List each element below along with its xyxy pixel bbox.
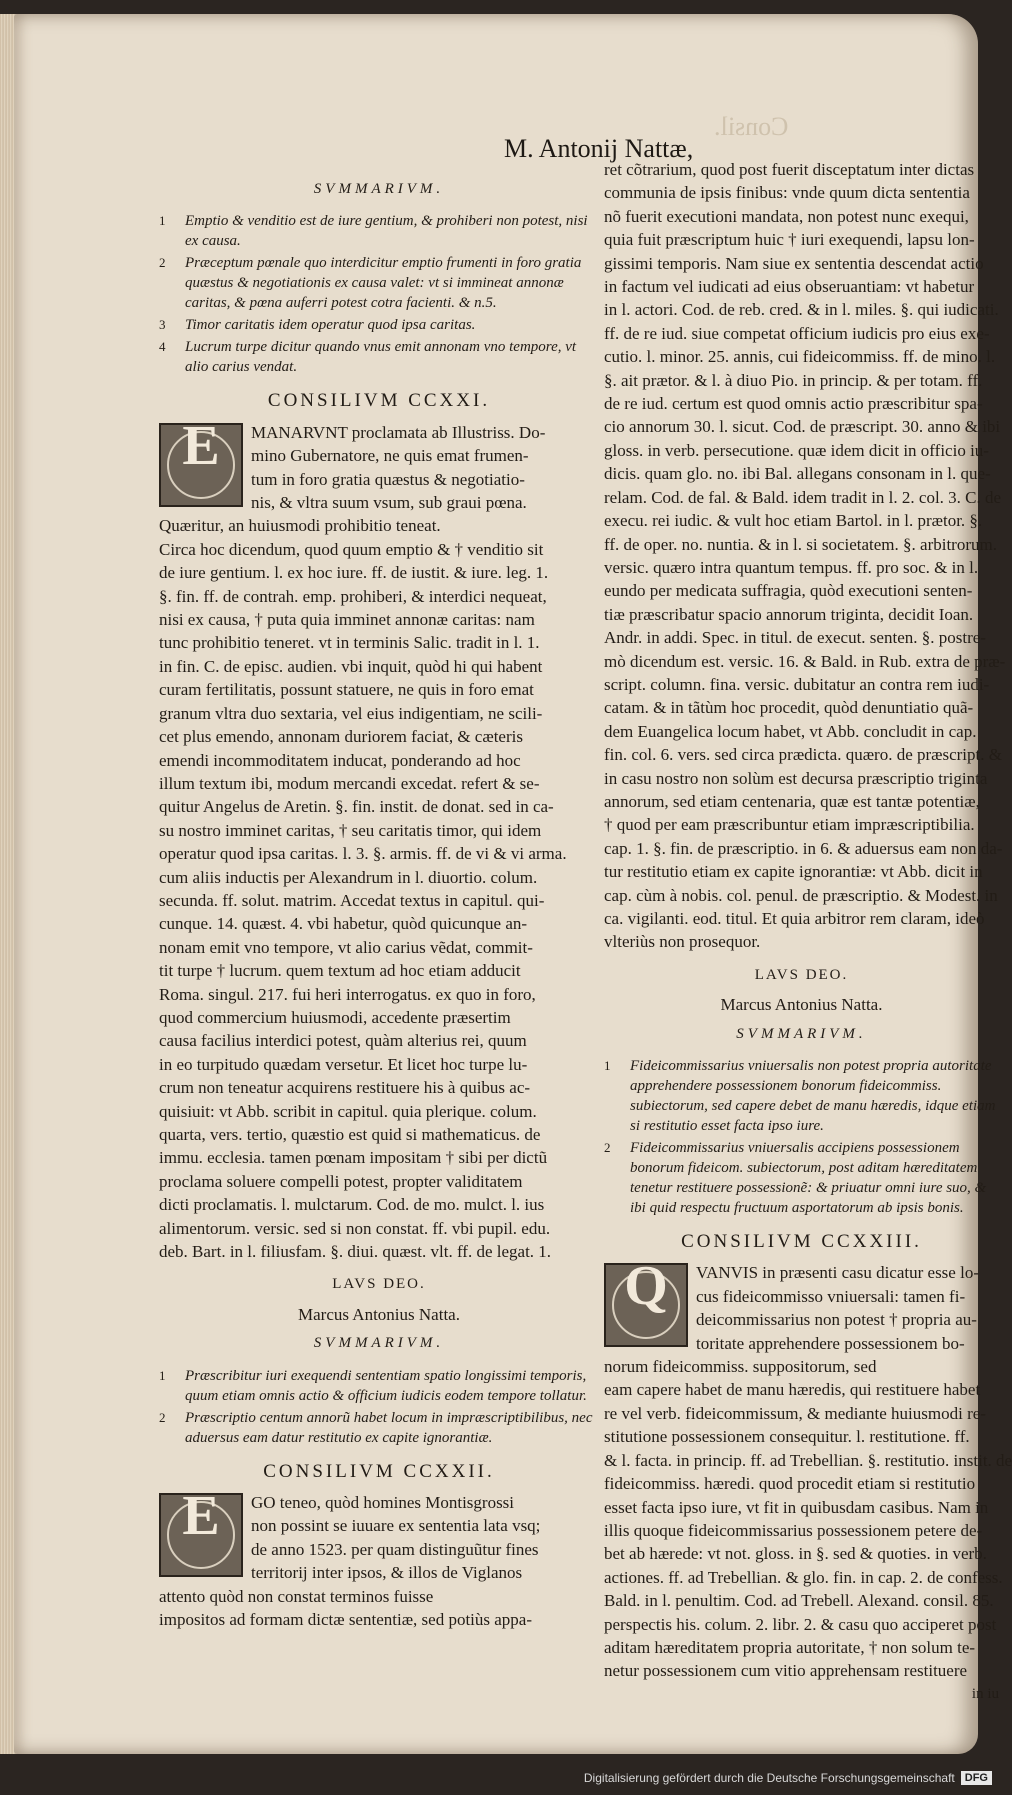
text-line: dem Euangelica locum habet, vt Abb. concludit in cap. [604, 721, 977, 741]
initial-letter: Q [624, 1255, 668, 1318]
text-line: quod commercium huiusmodi, accedente præsertim [159, 1007, 511, 1027]
text-line: impositos ad formam dictæ sententiæ, sed potiùs appa- [159, 1610, 533, 1630]
bleed-through-text: Consil. [714, 112, 789, 141]
text-line: nisi ex causa, † puta quia imminet annonæ caritas: nam [159, 610, 535, 630]
running-head: M. Antonij Nattæ, [504, 134, 694, 163]
text-line: mò dicendum est. versic. 16. & Bald. in Rub. extra de præ- [604, 651, 1006, 671]
decorated-initial [159, 414, 243, 507]
text-line: quitur Angelus de Aretin. §. fin. instit. de donat. sed in ca- [159, 797, 554, 817]
summary-text: Lucrum turpe dicitur quando vnus emit annonam vno tempore, vt alio carius vendat. [185, 339, 577, 376]
text-line: script. column. fina. versic. dubitatur an contra rem iudi- [604, 674, 990, 694]
text-line: communia de ipsis finibus: vnde quum dicta sententia [604, 183, 970, 203]
text-line: cunque. 14. quæst. 4. vbi habetur, quòd quicunque an- [159, 914, 528, 934]
text-line: cus fideicommisso vniuersali: tamen fi- [696, 1286, 966, 1306]
summary-list [159, 211, 599, 377]
text-line: non possint se iuuare ex sententia lata vsq; [251, 1516, 541, 1536]
summary-title: SVMMARIVM. [313, 1335, 445, 1352]
text-line: bet ab hærede: vt not. gloss. in §. sed & quoties. in verb. [604, 1544, 987, 1564]
initial-letter: E [182, 414, 220, 477]
text-line: fideicommiss. hæredi. quod procedit etiam si restitutio [604, 1474, 976, 1494]
text-line: MANARVNT proclamata ab Illustriss. Do- [251, 422, 546, 442]
dfg-logo: DFG [961, 1771, 992, 1785]
text-line: cum aliis inductis per Alexandrum in l. diuortio. colum. [159, 867, 538, 887]
text-line: aditam hæreditatem propria autoritate, † non solum te- [604, 1637, 976, 1657]
text-line: curam fertilitatis, possunt statuere, ne quis in foro emat [159, 680, 534, 700]
summary-text: Fideicommissarius vniuersalis accipiens possessionem bonorum fideicom. subiectorum, post aditam hæreditatem tenetur restituere possessionẽ: & priuatur omni iure suo, & ibi quid respectu fructuum asportatorum ab ipsis bonis. [630, 1140, 987, 1217]
summary-item [159, 211, 599, 251]
summary-item [159, 1408, 599, 1448]
text-line: in eo turpitudo quædam versetur. Et licet hoc turpe lu- [159, 1054, 528, 1074]
text-line: attento quòd non constat terminos fuisse [159, 1586, 434, 1606]
summary-item [159, 337, 599, 377]
summary-title: SVMMARIVM. [736, 1025, 867, 1042]
text-line: emendi incommoditatem inducat, ponderando ad hoc [159, 750, 521, 770]
text-line: operatur quod ipsa caritas. l. 3. §. armis. ff. de vi & vi arma. [159, 844, 567, 864]
summary-item [159, 1366, 599, 1406]
text-line: dicti proclamatis. l. mulctarum. Cod. de mo. mulct. l. ius [159, 1195, 545, 1215]
text-line: secunda. ff. solut. matrim. Accedat textus in capitul. qui- [159, 890, 545, 910]
summary-list [604, 1056, 999, 1218]
catchword: in iu [971, 1685, 999, 1702]
text-line: in fin. C. de episc. audien. vbi inquit, quòd hi qui habent [159, 656, 543, 676]
text-line: cap. 1. §. fin. de præscriptio. in 6. & aduersus eam non da- [604, 838, 1003, 858]
body-text [604, 158, 1006, 954]
text-line: proclama soluere compelli potest, propter validitatem [159, 1171, 523, 1191]
text-line: tur restitutio etiam ex capite ignorantiæ: vt Abb. dicit in [604, 862, 983, 882]
text-line: ca. vigilanti. eod. titul. Et quia arbitror rem claram, ideò [604, 909, 985, 928]
summary-number: 4 [159, 339, 166, 355]
text-line: de re iud. certum est quod omnis actio præscribitur spa- [604, 394, 983, 414]
text-line: esset facta ipso iure, vt fit in quibusdam casibus. Nam in [604, 1497, 989, 1517]
text-line: de iure gentium. l. ex hoc iure. ff. de iustit. & iure. leg. 1. [159, 563, 549, 583]
text-line: mino Gubernatore, ne quis emat frumen- [251, 446, 529, 466]
text-line: illum textum ibi, modum mercandi excedat. refert & se- [159, 773, 540, 793]
text-line: relam. Cod. de fal. & Bald. idem tradit in l. 2. col. 3. C. de [604, 487, 1002, 507]
text-line: tiæ præscribatur spacio annorum triginta, decidit Ioan. [604, 604, 974, 624]
decorated-initial [159, 1485, 243, 1577]
text-line: ff. de oper. no. nuntia. & in l. si societatem. §. arbitrorum. [604, 534, 997, 554]
body-text [159, 414, 599, 1264]
text-line: causa facilius interdici potest, quàm alterius rei, quum [159, 1031, 527, 1051]
text-line: su nostro imminet caritas, † seu caritatis timor, qui idem [159, 820, 542, 840]
summary-item [159, 315, 599, 335]
text-line: in casu nostro non solùm est decursa præscriptio triginta [604, 768, 988, 788]
text-line: nis, & vltra suum vsum, sub graui pœna. [251, 493, 527, 513]
summary-text: Emptio & venditio est de iure gentium, & prohiberi non potest, nisi ex causa. [185, 213, 588, 250]
summary-text: Præscribitur iuri exequendi sententiam spatio longissimi temporis, quum etiam omnis actio & officium iudicis eodem tempore tollatur. [185, 1367, 587, 1404]
summary-number: 2 [604, 1140, 611, 1156]
text-line: eam capere habet de manu hæredis, qui restituere habet [604, 1380, 981, 1400]
summary-number: 1 [604, 1058, 611, 1074]
summary-item [604, 1056, 999, 1136]
author-signature: Marcus Antonius Natta. [298, 1304, 460, 1324]
consilium-body [159, 414, 599, 1264]
summary-list [159, 1366, 599, 1448]
text-line: perspectis his. colum. 2. libr. 2. & casu quo acciperet post [604, 1614, 997, 1634]
footer-text: Digitalisierung gefördert durch die Deutsche Forschungsgemeinschaft [583, 1771, 955, 1785]
text-line: ret cõtrarium, quod post fuerit disceptatum inter dictas [604, 160, 975, 179]
text-line: versic. quæro intra quantum tempus. ff. pro soc. & in l. [604, 557, 979, 577]
text-line: toritate apprehendere possessionem bo- [696, 1333, 965, 1353]
text-line: quarta, vers. tertio, quæstio est quid si mathematicus. de [159, 1125, 541, 1144]
text-line: GO teneo, quòd homines Montisgrossi [251, 1493, 515, 1513]
text-line: in l. actori. Cod. de reb. cred. & in l. miles. §. qui iudicati. [604, 300, 999, 320]
text-line: VANVIS in præsenti casu dicatur esse lo- [696, 1263, 979, 1283]
summary-text: Præceptum pœnale quo interdicitur emptio frumenti in foro gratia quæstus & negotiationis ex causa valet: vt si immineat annonæ caritas, & pœna auferri potest cotra facienti. & n.5. [185, 255, 582, 312]
consilium-body [159, 1485, 599, 1631]
text-line: §. fin. ff. de contrah. emp. prohiberi, & interdici nequeat, [159, 586, 547, 606]
text-line: execu. rei iudic. & vult hoc etiam Bartol. in l. prætor. §. [604, 511, 983, 531]
text-line: stitutione possessionem consequitur. l. restitutione. ff. [604, 1427, 970, 1447]
summary-number: 1 [159, 1367, 166, 1383]
text-line: actiones. ff. ad Trebellian. & glo. fin. in cap. 2. de confess. [604, 1567, 1003, 1587]
text-line: gissimi temporis. Nam siue ex sententia descendat actio [604, 253, 984, 273]
text-line: re vel verb. fideicommissum, & mediante huiusmodi re- [604, 1403, 986, 1423]
right-column [604, 158, 1012, 1706]
text-line: eundo per medicata suffragia, quòd executioni senten- [604, 581, 973, 601]
text-line: Roma. singul. 217. fui heri interrogatus. ex quo in foro, [159, 984, 536, 1004]
text-line: annorum, sed etiam centenaria, quæ est tantæ potentiæ, [604, 791, 980, 811]
text-line: de anno 1523. per quam distinguũtur fines [251, 1539, 539, 1559]
summary-item [159, 253, 599, 313]
text-line: tum in foro gratia quæstus & negotiatio- [251, 469, 525, 489]
text-line: Andr. in addi. Spec. in titul. de execut. senten. §. postre- [604, 628, 986, 648]
text-line: §. ait prætor. & l. à diuo Pio. in princip. & per totam. ff. [604, 370, 983, 390]
text-line: granum vltra duo sextaria, vel eius indigentiam, ne scili- [159, 703, 543, 723]
text-line: crum non teneatur acquirens restituere his à quibus ac- [159, 1078, 531, 1098]
footer-bar [584, 1767, 992, 1789]
text-line: deicommissarius non potest † propria au- [696, 1310, 977, 1330]
summary-number: 3 [159, 317, 166, 333]
text-line: in factum vel iudicati ad eius obseruantiam: vt habetur [604, 277, 975, 297]
text-line: norum fideicommiss. suppositorum, sed [604, 1357, 877, 1377]
text-line: quia fuit præscriptum huic † iuri exequendi, lapsu lon- [604, 230, 975, 250]
text-line: quisiuit: vt Abb. scribit in capitul. quia plerique. colum. [159, 1101, 537, 1121]
text-line: gloss. in verb. persecutione. quæ idem dicit in officio iu- [604, 440, 989, 460]
text-line: Circa hoc dicendum, quod quum emptio & † venditio sit [159, 539, 544, 559]
text-line: dicis. quam glo. no. ibi Bal. allegans consonam in l. que- [604, 464, 991, 484]
text-line: tunc prohibitio teneret. vt in terminis Salic. tradit in l. 1. [159, 633, 540, 653]
text-line: cutio. l. minor. 25. annis, cui fideicommiss. ff. de mino. l. [604, 347, 996, 367]
text-line: & l. facta. in princip. ff. ad Trebellian. §. restitutio. instit. de [604, 1450, 1012, 1470]
text-line: cio annorum 30. l. sicut. Cod. de præscript. 30. anno & ibi [604, 417, 1001, 437]
laus-deo: LAVS DEO. [754, 966, 849, 983]
consilium-body [604, 1255, 1012, 1682]
summary-text: Timor caritatis idem operatur quod ipsa caritas. [185, 317, 476, 334]
text-line: † quod per eam præscribuntur etiam impræscriptibilia. [604, 815, 975, 835]
text-line: cap. cùm à nobis. col. penul. de præscriptio. & Modest. in [604, 885, 998, 905]
decorated-initial [604, 1255, 688, 1347]
text-line: illis quoque fideicommissarius possessionem petere de- [604, 1520, 983, 1540]
consilium-heading: CONSILIVM CCXXII. [263, 1460, 495, 1482]
laus-deo: LAVS DEO. [332, 1276, 426, 1293]
summary-number: 1 [159, 213, 166, 229]
text-line: ff. de re iud. siue competat officium iudicis pro eius exe- [604, 323, 990, 343]
summary-text: Fideicommissarius vniuersalis non potest propria autoritate apprehendere possessionem bonorum fideicommiss. subiectorum, sed capere debet de manu hæredis, idque etiam si restitutio esset facta ipso iure. [630, 1058, 996, 1135]
consilium-heading: CONSILIVM CCXXIII. [681, 1231, 922, 1253]
summary-number: 2 [159, 1409, 166, 1425]
initial-letter: E [182, 1485, 220, 1548]
summary-number: 2 [159, 255, 166, 271]
text-line: nonam emit vno tempore, vt alio carius vẽdat, commit- [159, 937, 533, 957]
text-line: deb. Bart. in l. filiusfam. §. diui. quæst. vlt. ff. de legat. 1. [159, 1242, 552, 1262]
book-page [14, 14, 1012, 1754]
left-column [159, 172, 599, 1632]
text-line: nõ fuerit executioni mandata, non potest nunc exequi, [604, 206, 969, 226]
summary-title: SVMMARIVM. [313, 181, 445, 197]
text-line: fin. col. 6. vers. sed circa prædicta. quæro. de præscript. & [604, 745, 1002, 765]
text-line: alimentorum. versic. sed si non constat. ff. vbi pupil. edu. [159, 1218, 551, 1238]
text-line: territorij inter ipsos, & illos de Viglanos [251, 1563, 523, 1583]
author-signature: Marcus Antonius Natta. [720, 995, 883, 1015]
text-line: cet plus emendo, annonam duriorem faciat, & cæteris [159, 727, 523, 747]
consilium-heading: CONSILIVM CCXXI. [267, 390, 491, 412]
text-line: Quæritur, an huiusmodi prohibitio teneat. [159, 516, 441, 536]
text-line: tit turpe † lucrum. quem textum ad hoc etiam adducit [159, 961, 521, 981]
text-line: immu. ecclesia. tamen pœnam impositam † sibi per dictũ [159, 1148, 548, 1168]
summary-text: Præscriptio centum annorũ habet locum in impræscriptibilibus, nec aduersus eam datur restitutio ex capite ignorantiæ. [185, 1409, 593, 1446]
text-line: catam. & in tãtùm hoc procedit, quòd denuntiatio quã- [604, 698, 974, 718]
text-line: netur possessionem cum vitio apprehensam restituere [604, 1661, 968, 1681]
text-line: Bald. in l. penultim. Cod. ad Trebell. Alexand. consil. 85. [604, 1591, 994, 1611]
text-line: vlteriùs non prosequor. [604, 932, 761, 952]
summary-item [604, 1138, 999, 1218]
